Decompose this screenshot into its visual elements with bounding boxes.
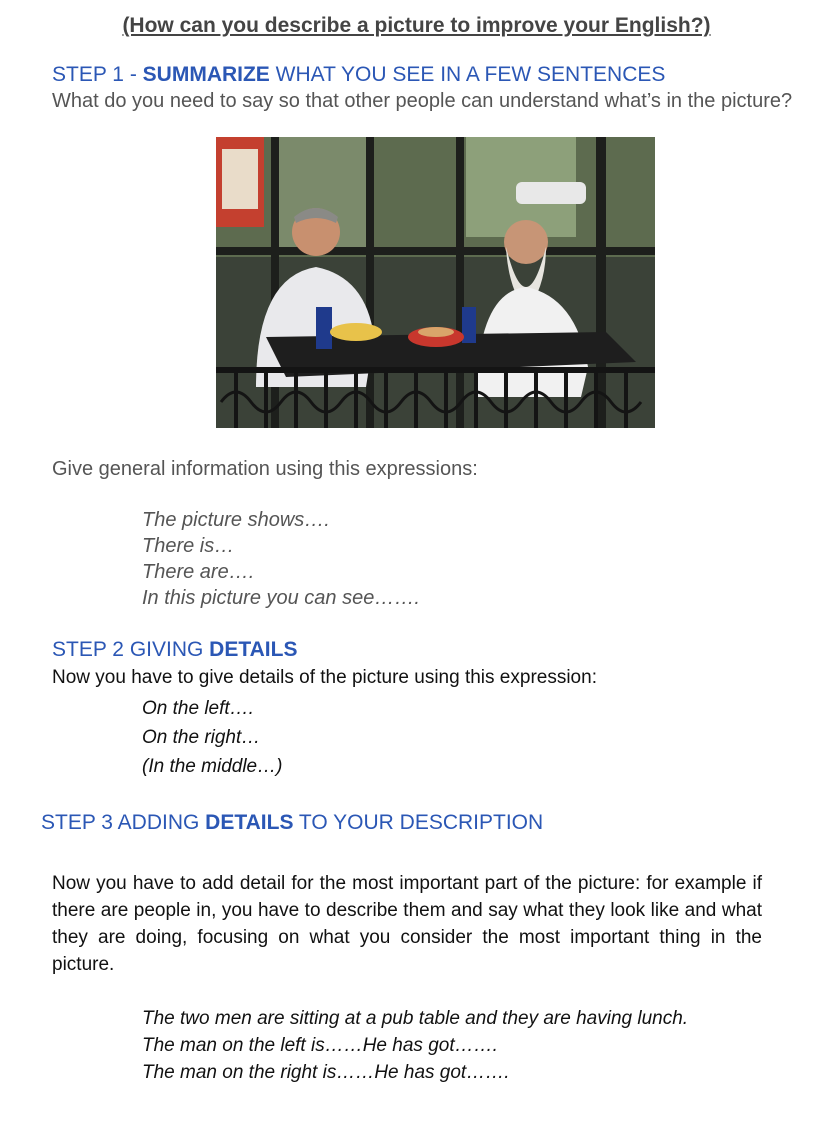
step3-prefix: STEP 3 ADDING: [41, 811, 206, 834]
positions-list: [142, 694, 282, 781]
photo-two-men-at-pub-table: [216, 137, 655, 428]
position-item: On the left….: [142, 698, 254, 719]
example-item: The two men are sitting at a pub table and they are having lunch.: [142, 1008, 689, 1029]
step2-heading: [52, 638, 297, 662]
expression-item: The picture shows….: [142, 509, 330, 531]
page-title: (How can you describe a picture to improve your English?): [122, 14, 711, 37]
step3-paragraph: Now you have to add detail for the most important part of the picture: for example if there are people in, you have to describe them and say what they look like and what they are doing, focusing on what you consider the most important thing in the picture.: [52, 873, 762, 975]
general-info-line: Give general information using this expressions:: [52, 458, 478, 480]
example-item: The man on the right is……He has got…….: [142, 1062, 510, 1083]
step3-bold: DETAILS: [205, 811, 294, 834]
step3-heading: [41, 811, 543, 835]
step2-instruction: Now you have to give details of the picture using this expression:: [52, 667, 597, 688]
step1-prefix: STEP 1 -: [52, 63, 143, 86]
step3-suffix: TO YOUR DESCRIPTION: [293, 811, 544, 834]
position-item: On the right…: [142, 727, 261, 748]
expression-item: There are….: [142, 561, 255, 583]
step2-prefix: STEP 2 GIVING: [52, 638, 210, 661]
expression-item: There is…: [142, 535, 235, 557]
step1-heading: [52, 63, 665, 87]
expressions-list: [142, 507, 420, 611]
position-item: (In the middle…): [142, 756, 283, 777]
photo-illustration: [216, 137, 655, 428]
step1-suffix: WHAT YOU SEE IN A FEW SENTENCES: [269, 63, 666, 86]
step1-question: What do you need to say so that other people can understand what’s in the picture?: [52, 90, 793, 112]
step2-bold: DETAILS: [209, 638, 298, 661]
example-item: The man on the left is……He has got…….: [142, 1035, 498, 1056]
examples-list: [142, 1005, 688, 1086]
expression-item: In this picture you can see…….: [142, 587, 420, 609]
step1-bold: SUMMARIZE: [142, 63, 270, 86]
